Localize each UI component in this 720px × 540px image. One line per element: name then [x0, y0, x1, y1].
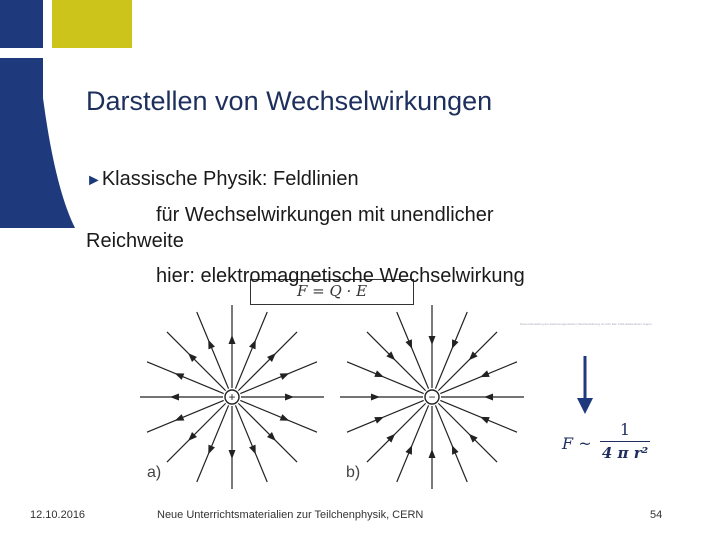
tiny-note: Diese Darstellung der elektromagnetischen Wechselwirkung ist nicht klar. Feld-stärkenlinien zeigen. — [520, 322, 653, 326]
down-arrow-icon — [575, 356, 595, 416]
field-arrowhead — [285, 394, 294, 401]
field-arrowhead — [208, 445, 215, 455]
field-arrowhead — [405, 339, 412, 349]
figure-label-b: b) — [346, 464, 361, 481]
panel-b-negative-charge — [340, 305, 524, 489]
charge-b-symbol: − — [428, 390, 436, 404]
field-arrowhead — [429, 449, 436, 458]
field-arrowhead — [374, 370, 384, 377]
reach-line-1: für Wechselwirkungen mit unendlicher — [156, 204, 494, 226]
bullet-arrow-icon: ► — [86, 172, 102, 189]
figure-label-a: a) — [147, 464, 162, 481]
footer-date: 12.10.2016 — [30, 509, 86, 521]
field-arrowhead — [405, 445, 412, 455]
law-denominator: 4 π r² — [601, 444, 649, 462]
page-number: 54 — [650, 509, 663, 521]
field-arrowhead — [429, 336, 436, 345]
field-arrowhead — [480, 417, 490, 424]
field-arrowhead — [170, 394, 179, 401]
field-arrowhead — [249, 445, 256, 455]
field-arrowhead — [371, 394, 380, 401]
field-arrowhead — [229, 450, 236, 459]
footer-center: Neue Unterrichtsmaterialien zur Teilchenphysik, CERN — [157, 509, 424, 521]
field-arrowhead — [484, 394, 493, 401]
law-lhs: F ~ — [562, 434, 592, 453]
field-arrowhead — [175, 414, 185, 421]
bullet-line — [86, 168, 359, 191]
field-arrowhead — [280, 414, 290, 421]
here-line: hier: elektromagnetische Wechselwirkung — [156, 265, 525, 287]
law-fraction — [600, 420, 650, 462]
logo-block-yellow — [52, 0, 132, 48]
law-numerator: 1 — [619, 420, 631, 439]
slide-title: Darstellen von Wechselwirkungen — [86, 86, 493, 116]
field-arrowhead — [452, 339, 459, 349]
fraction-bar — [600, 441, 650, 442]
field-arrowhead — [480, 370, 490, 377]
field-arrowhead — [280, 373, 290, 380]
field-arrowhead — [175, 373, 185, 380]
field-arrowhead — [249, 340, 256, 350]
charge-a-symbol: + — [228, 390, 236, 404]
field-arrowhead — [374, 417, 384, 424]
field-arrowhead — [452, 445, 459, 455]
reach-line-2: Reichweite — [86, 230, 184, 252]
logo-block-navy-curve — [0, 58, 80, 228]
field-arrowhead — [229, 335, 236, 344]
panel-a-positive-charge — [140, 305, 324, 489]
logo-block-navy-top — [0, 0, 43, 48]
bullet-text: Klassische Physik: Feldlinien — [101, 168, 359, 190]
field-arrowhead — [208, 340, 215, 350]
field-lines-figure — [140, 300, 530, 490]
formula-text: F = Q · E — [296, 282, 368, 300]
